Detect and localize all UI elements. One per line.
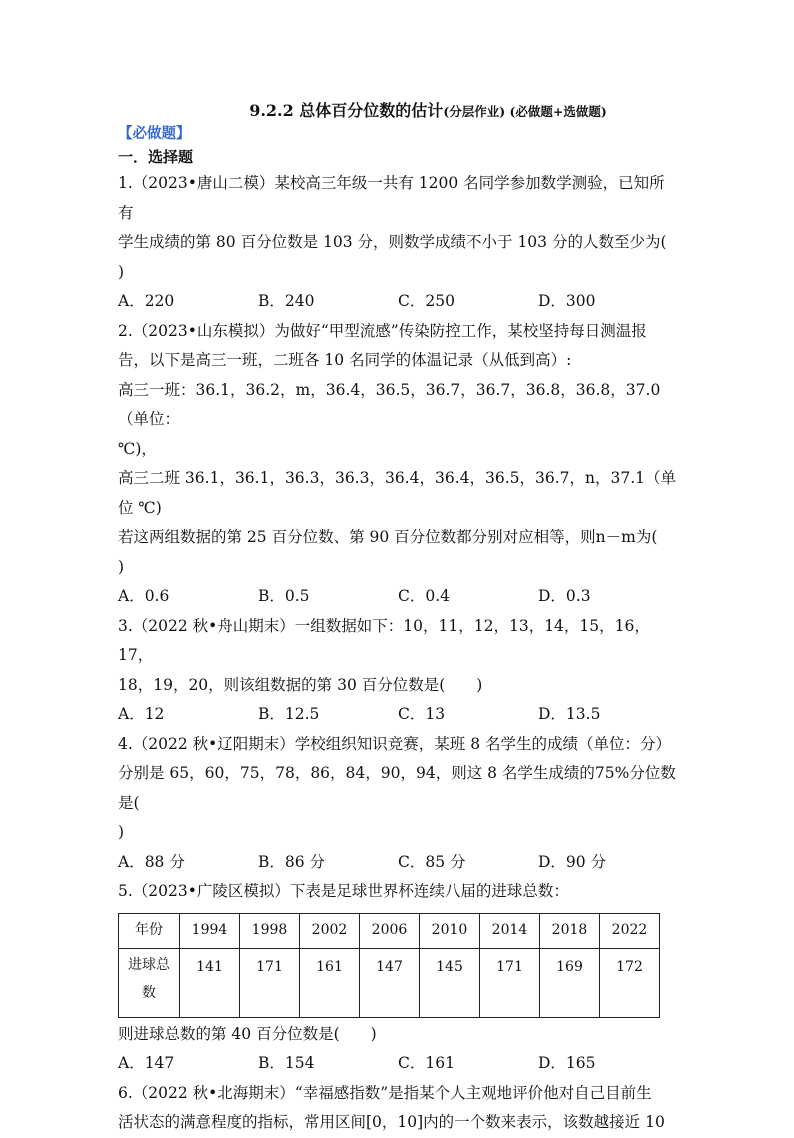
question-3 [118, 612, 678, 730]
table-cell: 161 [300, 948, 360, 1017]
table-cell: 145 [420, 948, 480, 1017]
option-a[interactable]: A．220 [118, 292, 175, 310]
option-b[interactable]: B．0.5 [258, 587, 310, 605]
question-line: 1.（2023•唐山二模）某校高三年级一共有 1200 名同学参加数学测验，已知所有 [118, 174, 665, 222]
question-4 [118, 730, 678, 878]
table-row [119, 948, 660, 1017]
option-d[interactable]: D．13.5 [538, 705, 601, 723]
question-line: 2.（2023•山东模拟）为做好“甲型流感”传染防控工作，某校坚持每日测温报 [118, 321, 647, 340]
table-cell: 2010 [420, 913, 480, 948]
option-d[interactable]: D．300 [538, 292, 596, 310]
question-line: ) [118, 823, 125, 841]
table-header-cell: 进球总数 [119, 948, 180, 1017]
question-6 [118, 1079, 678, 1138]
question-line: 5.（2023•广陵区模拟）下表是足球世界杯连续八届的进球总数： [118, 882, 569, 900]
table-cell: 171 [240, 948, 300, 1017]
table-cell: 141 [180, 948, 240, 1017]
option-a[interactable]: A．0.6 [118, 587, 170, 605]
option-d[interactable]: D．90 分 [538, 852, 607, 871]
question-line: ) [118, 262, 125, 281]
question-line: 活状态的满意程度的指标，常用区间[0，10]内的一个数来表示，该数越接近 10 [118, 1113, 665, 1131]
option-a[interactable]: A．147 [118, 1054, 175, 1072]
option-b[interactable]: B．12.5 [258, 705, 320, 723]
question-line: 学生成绩的第 80 百分位数是 103 分，则数学成绩不小于 103 分的人数至少为( [118, 233, 667, 251]
question-2 [118, 317, 678, 612]
option-b[interactable]: B．154 [258, 1054, 315, 1072]
table-cell: 2014 [480, 913, 540, 948]
question-line: 高三一班：36.1，36.2，m，36.4，36.5，36.7，36.7，36.8，36.8，37.0（单位： [118, 380, 661, 428]
title-subtitle: (分层作业) (必做题+选做题) [443, 104, 607, 119]
options-row [118, 848, 678, 878]
question-1 [118, 169, 678, 317]
question-5 [118, 877, 678, 1079]
option-b[interactable]: B．86 分 [258, 852, 326, 871]
world-cup-goals-table [118, 913, 660, 1018]
table-cell: 147 [360, 948, 420, 1017]
option-d[interactable]: D．0.3 [538, 587, 591, 605]
question-line: 高三二班 36.1，36.1，36.3，36.3，36.4，36.4，36.5，36.7，n，37.1（单位 ℃) [118, 469, 677, 517]
question-line: 则进球总数的第 40 百分位数是( ) [118, 1024, 377, 1043]
options-row [118, 287, 678, 317]
option-c[interactable]: C．161 [398, 1054, 455, 1072]
options-row [118, 1049, 678, 1079]
table-cell: 1998 [240, 913, 300, 948]
question-line: 告，以下是高三一班，二班各 10 名同学的体温记录（从低到高）: [118, 351, 572, 369]
must-do-label: 【必做题】 [118, 125, 191, 142]
table-header-cell: 年份 [119, 913, 180, 948]
table-cell: 169 [540, 948, 600, 1017]
option-a[interactable]: A．88 分 [118, 852, 185, 871]
question-line: 若这两组数据的第 25 百分位数、第 90 百分位数都分别对应相等，则n－m为( [118, 528, 658, 546]
option-b[interactable]: B．240 [258, 292, 315, 310]
question-line: 18，19，20，则该组数据的第 30 百分位数是( ) [118, 675, 483, 694]
option-a[interactable]: A．12 [118, 705, 165, 723]
question-line: ℃)， [118, 439, 157, 458]
table-cell: 2018 [540, 913, 600, 948]
section-heading: 一．选择题 [118, 148, 194, 166]
question-line: 分别是 65，60，75，78，86，84，90，94，则这 8 名学生成绩的75%分位数是( [118, 764, 676, 812]
table-cell: 2006 [360, 913, 420, 948]
question-line: ) [118, 557, 125, 576]
question-line: 4.（2022 秋•辽阳期末）学校组织知识竞赛，某班 8 名学生的成绩（单位：分） [118, 734, 672, 753]
document-page [118, 100, 678, 1138]
option-c[interactable]: C．13 [398, 705, 446, 723]
option-c[interactable]: C．85 分 [398, 852, 466, 871]
table-cell: 2002 [300, 913, 360, 948]
table-cell: 2022 [600, 913, 660, 948]
question-line: 3.（2022 秋•舟山期末）一组数据如下：10，11，12，13，14，15，16，17， [118, 616, 650, 664]
table-cell: 172 [600, 948, 660, 1017]
table-cell: 171 [480, 948, 540, 1017]
title-main: 9.2.2 总体百分位数的估计 [249, 101, 444, 120]
question-line: 6.（2022 秋•北海期末）“幸福感指数”是指某个人主观地评价他对自己目前生 [118, 1083, 652, 1102]
options-row [118, 582, 678, 612]
table-cell: 1994 [180, 913, 240, 948]
options-row [118, 700, 678, 730]
table-row [119, 913, 660, 948]
option-d[interactable]: D．165 [538, 1054, 596, 1072]
page-title [118, 100, 678, 123]
option-c[interactable]: C．250 [398, 292, 455, 310]
option-c[interactable]: C．0.4 [398, 587, 451, 605]
